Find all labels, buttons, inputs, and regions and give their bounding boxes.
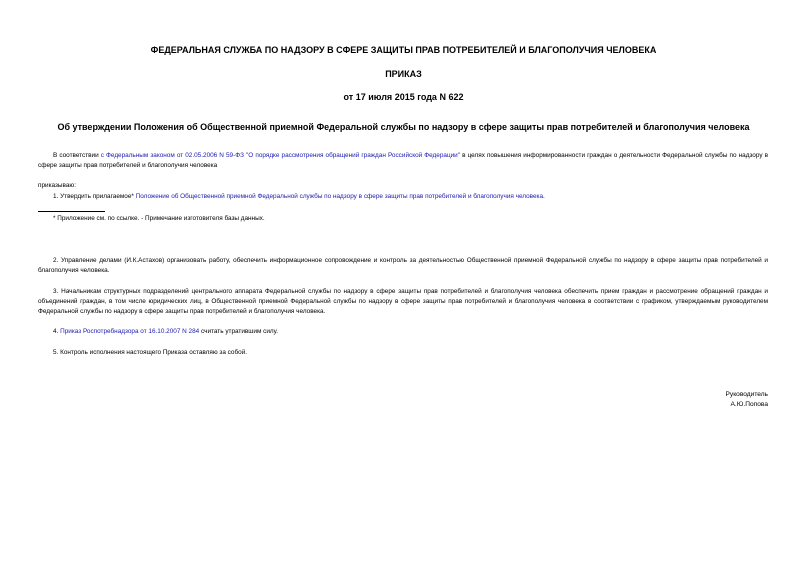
item-4-suffix: считать утратившим силу. (199, 328, 278, 335)
signatory-name: А.Ю.Попова (730, 401, 768, 408)
signatory-role: Руководитель (725, 391, 768, 398)
footnote: * Приложение см. по ссылке. - Примечание изготовителя базы данных. (53, 215, 265, 222)
intro-prefix: В соответствии (53, 152, 101, 159)
document-type-heading: ПРИКАЗ (385, 69, 422, 79)
agency-heading: ФЕДЕРАЛЬНАЯ СЛУЖБА ПО НАДЗОРУ В СФЕРЕ ЗАЩИТЫ ПРАВ ПОТРЕБИТЕЛЕЙ И БЛАГОПОЛУЧИЯ ЧЕЛОВЕКА (150, 45, 657, 55)
item-4 (38, 327, 768, 337)
item-5: 5. Контроль исполнения настоящего Приказа оставляю за собой. (53, 349, 248, 356)
previous-order-link[interactable]: Приказ Роспотребнадзора от 16.10.2007 N 284 (60, 328, 200, 335)
item-2: 2. Управление делами (И.К.Астахов) организовать работу, обеспечить информационное сопровождение и контроль за деятельностью Общественной приемной Федеральной службы по надзору в сфере защиты прав потребителей и благополучия человека. (38, 257, 768, 274)
item-4-prefix: 4. (53, 328, 61, 335)
item-1-suffix: . (543, 193, 545, 200)
document-title: Об утверждении Положения об Общественной приемной Федеральной службы по надзору в сфере защиты прав потребителей и благополучия человека (57, 122, 750, 132)
intro-suffix: в целях повышения информированности граждан о деятельности Федеральной службы по надзору в сфере защиты прав потребителей и благополучия человека (38, 152, 768, 169)
regulation-link[interactable]: Положение об Общественной приемной Федеральной службы по надзору в сфере защиты прав потребителей и благополучия человека (135, 193, 544, 200)
item-3: 3. Начальникам структурных подразделений центрального аппарата Федеральной службы по надзору в сфере защиты прав потребителей и благополучия человека обеспечить прием граждан и рассмотрение обращений граждан и объединений граждан, в том числе юридических лиц, в Общественной приемной Федеральной службы по надзору в сфере защиты прав потребителей и благополучия человека в соответствии с графиком, утверждаемым руководителем Федеральной службы по надзору в сфере защиты прав потребителей и благополучия человека. (38, 288, 768, 315)
footnote-divider (38, 211, 105, 212)
document-date-number: от 17 июля 2015 года N 622 (343, 92, 464, 102)
item-1 (38, 192, 768, 202)
order-verb: приказываю: (38, 182, 76, 189)
federal-law-link[interactable]: с Федеральным законом от 02.05.2006 N 59-ФЗ "О порядке рассмотрения обращений граждан Российской Федерации" (100, 152, 461, 159)
intro-paragraph (38, 151, 768, 171)
item-1-prefix: 1. Утвердить прилагаемое* (53, 193, 136, 200)
